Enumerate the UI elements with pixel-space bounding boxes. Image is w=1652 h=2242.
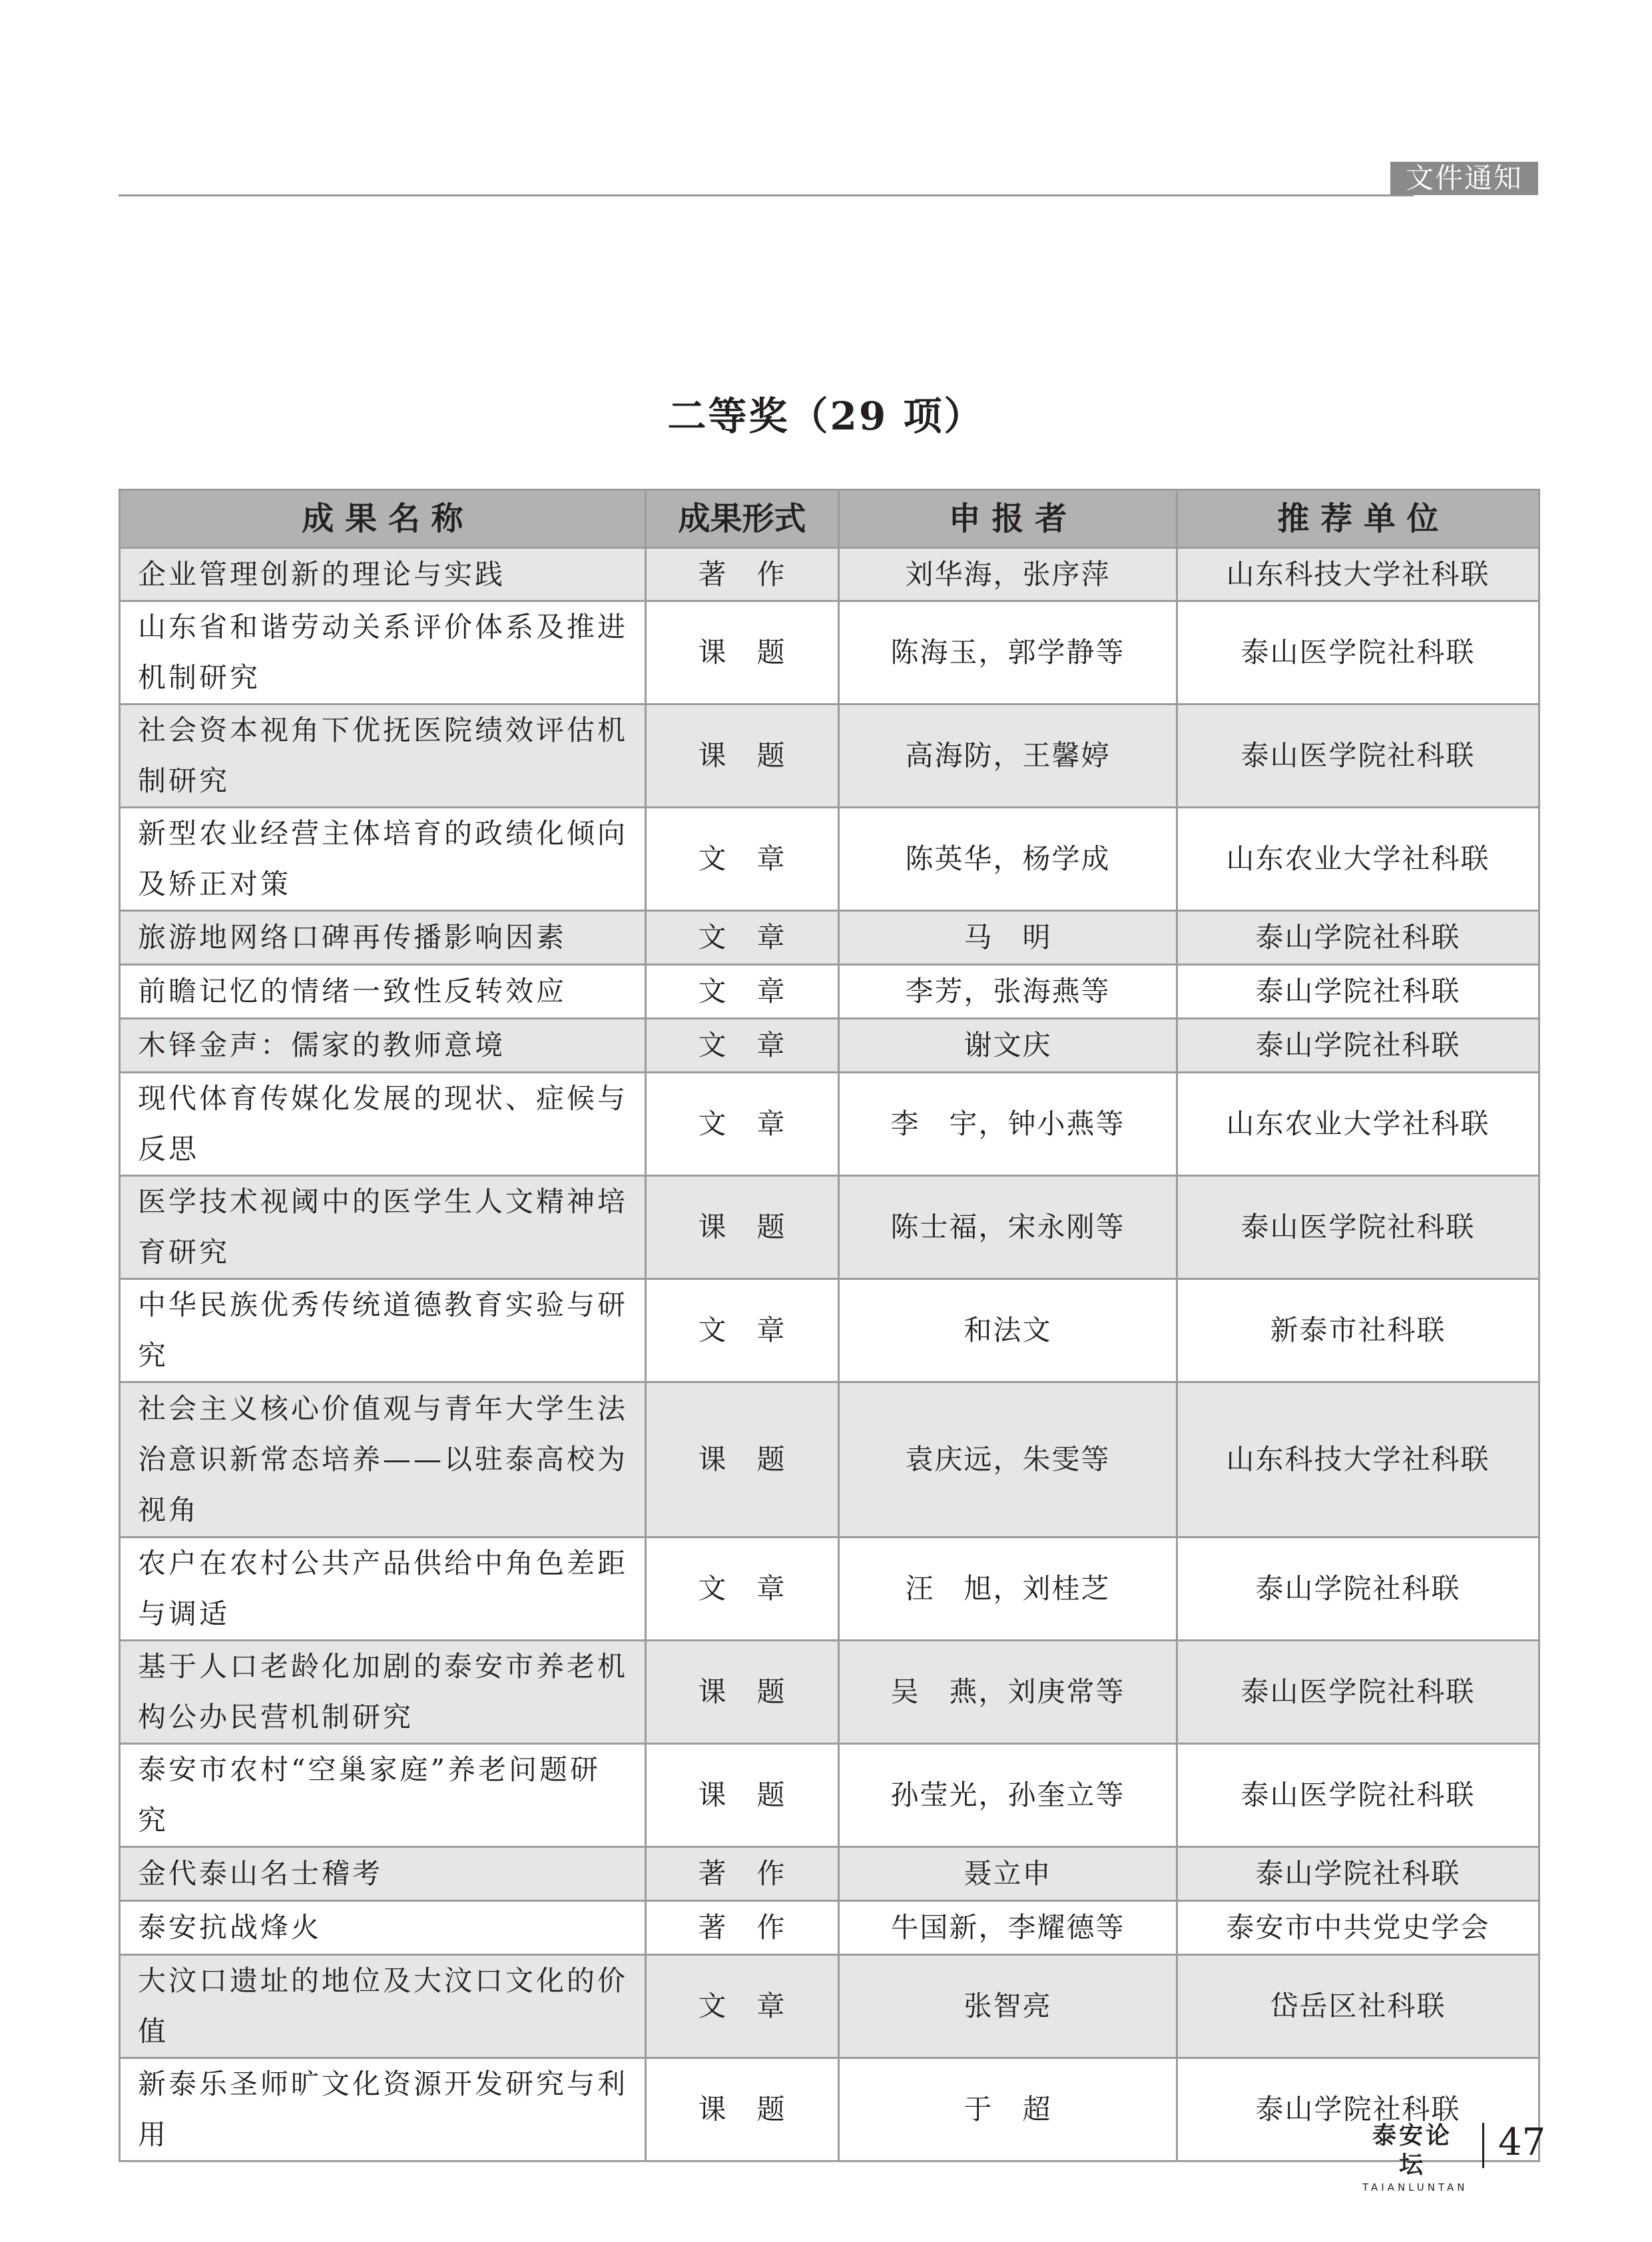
- cell-unit: 山东农业大学社科联: [1177, 1073, 1539, 1176]
- cell-applicant: 刘华海，张序萍: [839, 548, 1177, 601]
- cell-applicant: 李芳，张海燕等: [839, 965, 1177, 1019]
- table-row: [120, 1847, 1539, 1901]
- cell-form: 课 题: [646, 704, 839, 808]
- cell-name: 金代泰山名士稽考: [120, 1847, 646, 1901]
- cell-form: 文 章: [646, 1538, 839, 1641]
- cell-name: 新型农业经营主体培育的政绩化倾向及矫正对策: [120, 808, 646, 911]
- cell-form: 课 题: [646, 1176, 839, 1279]
- cell-form: 著 作: [646, 1901, 839, 1955]
- magazine-name-cn: 泰安论坛: [1372, 2122, 1452, 2179]
- page-number: 47: [1498, 2121, 1546, 2164]
- cell-name: 泰安抗战烽火: [120, 1901, 646, 1955]
- cell-applicant: 陈士福，宋永刚等: [839, 1176, 1177, 1279]
- cell-name: 基于人口老龄化加剧的泰安市养老机构公办民营机制研究: [120, 1641, 646, 1744]
- header-name: 成 果 名 称: [120, 490, 646, 548]
- cell-unit: 山东科技大学社科联: [1177, 1382, 1539, 1538]
- table-row: [120, 1538, 1539, 1641]
- cell-form: 课 题: [646, 1744, 839, 1847]
- cell-unit: 岱岳区社科联: [1177, 1955, 1539, 2058]
- cell-unit: 泰山医学院社科联: [1177, 1176, 1539, 1279]
- cell-unit: 山东科技大学社科联: [1177, 548, 1539, 601]
- cell-form: 文 章: [646, 911, 839, 965]
- header-rule: [119, 194, 1414, 196]
- cell-applicant: 牛国新，李耀德等: [839, 1901, 1177, 1955]
- cell-name: 社会资本视角下优抚医院绩效评估机制研究: [120, 704, 646, 808]
- cell-applicant: 谢文庆: [839, 1019, 1177, 1073]
- cell-applicant: 张智亮: [839, 1955, 1177, 2058]
- header-applicant: 申 报 者: [839, 490, 1177, 548]
- cell-name: 农户在农村公共产品供给中角色差距与调适: [120, 1538, 646, 1641]
- cell-applicant: 袁庆远，朱雯等: [839, 1382, 1177, 1538]
- cell-form: 课 题: [646, 1382, 839, 1538]
- cell-form: 文 章: [646, 1279, 839, 1382]
- cell-unit: 泰山学院社科联: [1177, 911, 1539, 965]
- table-row: [120, 1019, 1539, 1073]
- table-header-row: [120, 490, 1539, 548]
- cell-applicant: 陈英华，杨学成: [839, 808, 1177, 911]
- footer-divider: [1482, 2123, 1484, 2168]
- cell-applicant: 汪 旭，刘桂芝: [839, 1538, 1177, 1641]
- cell-form: 著 作: [646, 1847, 839, 1901]
- cell-form: 文 章: [646, 1019, 839, 1073]
- table-row: [120, 601, 1539, 704]
- cell-applicant: 高海防，王馨婷: [839, 704, 1177, 808]
- table-row: [120, 2058, 1539, 2161]
- cell-name: 中华民族优秀传统道德教育实验与研究: [120, 1279, 646, 1382]
- cell-form: 课 题: [646, 601, 839, 704]
- cell-form: 著 作: [646, 548, 839, 601]
- cell-unit: 泰山医学院社科联: [1177, 601, 1539, 704]
- table-row: [120, 1073, 1539, 1176]
- table-row: [120, 1176, 1539, 1279]
- page-title: 二等奖（29 项）: [667, 394, 985, 439]
- cell-form: 课 题: [646, 1641, 839, 1744]
- section-label: 文件通知: [1390, 162, 1538, 195]
- cell-unit: 山东农业大学社科联: [1177, 808, 1539, 911]
- cell-unit: 泰山学院社科联: [1177, 1019, 1539, 1073]
- cell-name: 企业管理创新的理论与实践: [120, 548, 646, 601]
- cell-unit: 泰山学院社科联: [1177, 2058, 1539, 2161]
- cell-form: 文 章: [646, 808, 839, 911]
- table-row: [120, 1641, 1539, 1744]
- cell-applicant: 于 超: [839, 2058, 1177, 2161]
- cell-name: 大汶口遗址的地位及大汶口文化的价值: [120, 1955, 646, 2058]
- cell-applicant: 陈海玉，郭学静等: [839, 601, 1177, 704]
- cell-name: 医学技术视阈中的医学生人文精神培育研究: [120, 1176, 646, 1279]
- cell-form: 课 题: [646, 2058, 839, 2161]
- cell-applicant: 马 明: [839, 911, 1177, 965]
- cell-unit: 泰山医学院社科联: [1177, 1641, 1539, 1744]
- table-row: [120, 911, 1539, 965]
- cell-applicant: 吴 燕，刘庚常等: [839, 1641, 1177, 1744]
- cell-applicant: 和法文: [839, 1279, 1177, 1382]
- cell-name: 山东省和谐劳动关系评价体系及推进机制研究: [120, 601, 646, 704]
- cell-form: 文 章: [646, 965, 839, 1019]
- cell-name: 前瞻记忆的情绪一致性反转效应: [120, 965, 646, 1019]
- header-form: 成果形式: [646, 490, 839, 548]
- cell-name: 泰安市农村“空巢家庭”养老问题研究: [120, 1744, 646, 1847]
- cell-form: 文 章: [646, 1073, 839, 1176]
- table-row: [120, 808, 1539, 911]
- table-row: [120, 1744, 1539, 1847]
- cell-applicant: 孙莹光，孙奎立等: [839, 1744, 1177, 1847]
- cell-unit: 泰山学院社科联: [1177, 1538, 1539, 1641]
- awards-table: [119, 489, 1540, 2162]
- cell-name: 现代体育传媒化发展的现状、症候与反思: [120, 1073, 646, 1176]
- cell-unit: 泰山医学院社科联: [1177, 704, 1539, 808]
- table-row: [120, 1279, 1539, 1382]
- cell-name: 旅游地网络口碑再传播影响因素: [120, 911, 646, 965]
- table-row: [120, 965, 1539, 1019]
- cell-applicant: 李 宇，钟小燕等: [839, 1073, 1177, 1176]
- table-row: [120, 1382, 1539, 1538]
- cell-form: 文 章: [646, 1955, 839, 2058]
- cell-applicant: 聂立申: [839, 1847, 1177, 1901]
- header-unit: 推 荐 单 位: [1177, 490, 1539, 548]
- magazine-name-en: TAIANLUNTAN: [1362, 2181, 1468, 2193]
- cell-name: 社会主义核心价值观与青年大学生法治意识新常态培养——以驻泰高校为视角: [120, 1382, 646, 1538]
- cell-unit: 泰山学院社科联: [1177, 965, 1539, 1019]
- cell-unit: 泰安市中共党史学会: [1177, 1901, 1539, 1955]
- table-row: [120, 1901, 1539, 1955]
- table-row: [120, 704, 1539, 808]
- cell-unit: 泰山医学院社科联: [1177, 1744, 1539, 1847]
- table-row: [120, 1955, 1539, 2058]
- cell-unit: 新泰市社科联: [1177, 1279, 1539, 1382]
- cell-name: 木铎金声：儒家的教师意境: [120, 1019, 646, 1073]
- magazine-logo: [1362, 2121, 1468, 2195]
- cell-unit: 泰山学院社科联: [1177, 1847, 1539, 1901]
- table-row: [120, 548, 1539, 601]
- cell-name: 新泰乐圣师旷文化资源开发研究与利用: [120, 2058, 646, 2161]
